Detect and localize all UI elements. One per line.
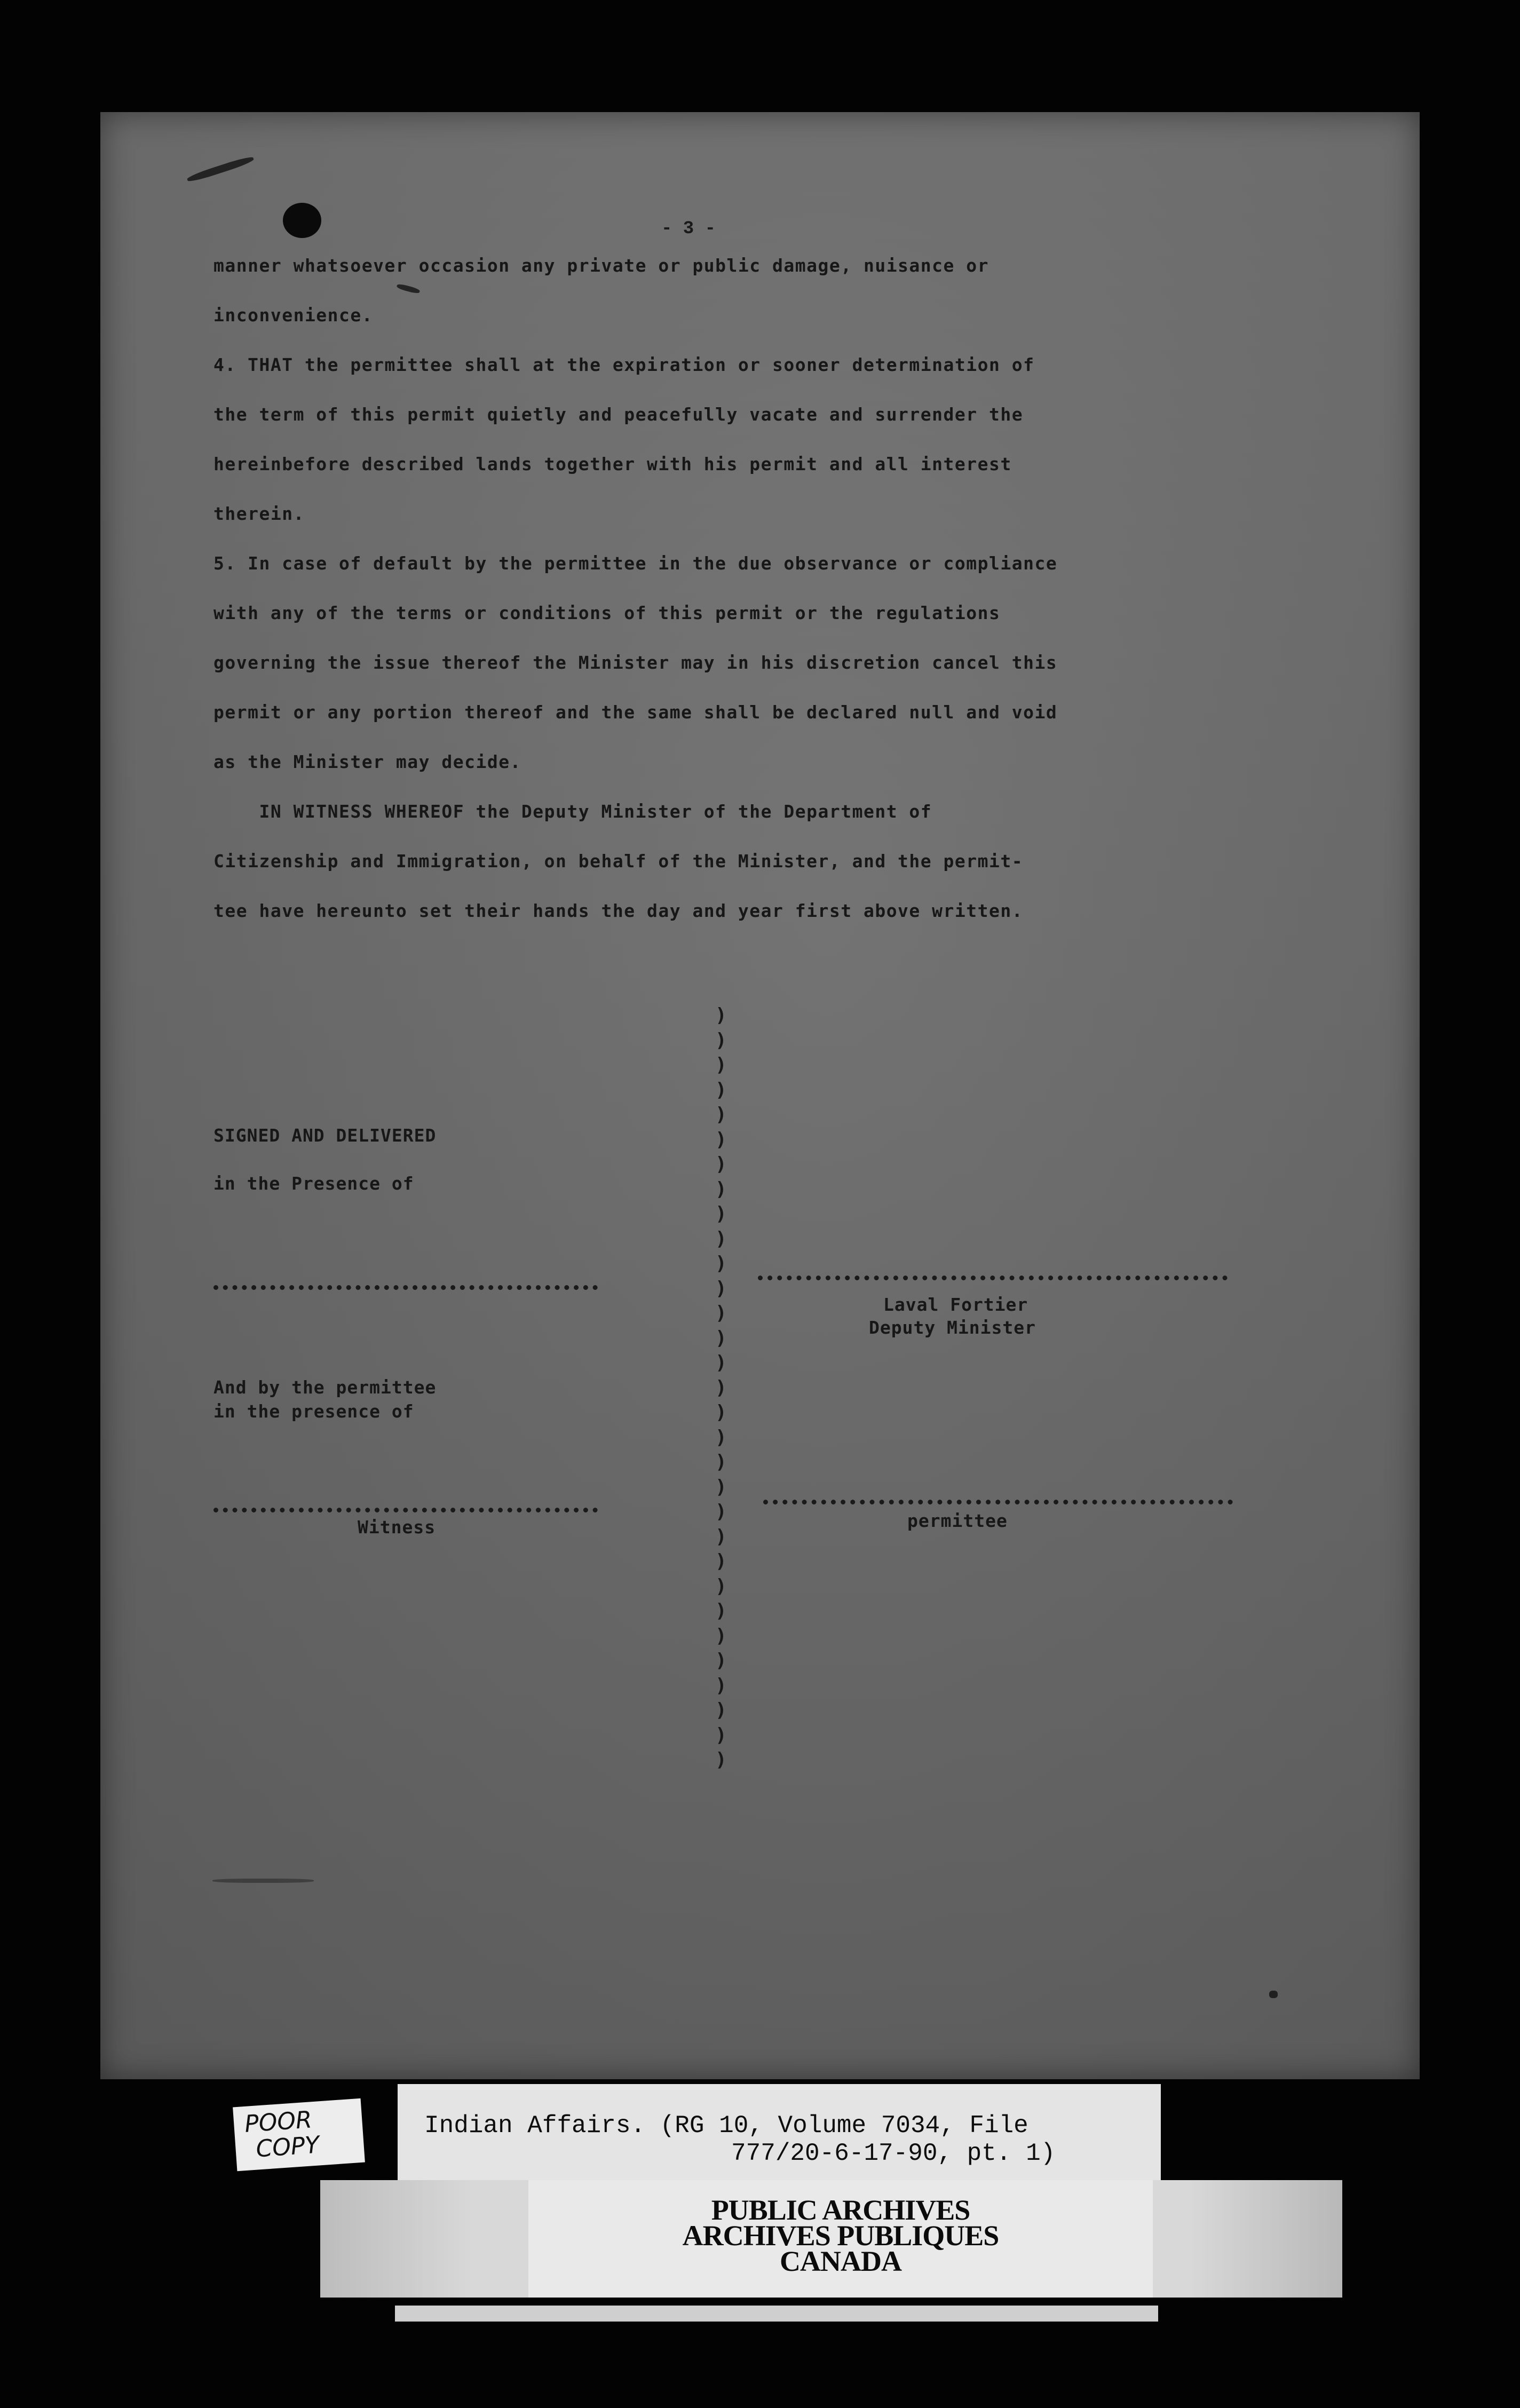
- bracket: ): [715, 1451, 727, 1473]
- body-line: 5. In case of default by the permittee in the due observance or compliance: [213, 553, 1058, 574]
- bracket: ): [715, 1203, 727, 1225]
- bracket: ): [715, 1749, 727, 1771]
- bracket: ): [715, 1476, 727, 1498]
- bracket: ): [715, 1625, 727, 1647]
- bracket: ): [715, 1302, 727, 1324]
- witness-signature-line: [213, 1285, 598, 1290]
- body-line: inconvenience.: [213, 305, 374, 326]
- permittee-witness-label-1: And by the permittee: [213, 1377, 437, 1398]
- signed-delivered-label: SIGNED AND DELIVERED: [213, 1125, 437, 1146]
- bracket: ): [715, 1426, 727, 1448]
- document-body: [213, 255, 1228, 950]
- body-line: the term of this permit quietly and peacefully vacate and surrender the: [213, 404, 1024, 425]
- body-line: tee have hereunto set their hands the day and year first above written.: [213, 900, 1024, 921]
- bracket-column: [715, 1003, 737, 1773]
- body-line: therein.: [213, 503, 305, 524]
- stamp-line: PUBLIC ARCHIVES: [711, 2194, 970, 2226]
- bracket: ): [715, 1600, 727, 1622]
- body-line: hereinbefore described lands together with his permit and all interest: [213, 454, 1012, 474]
- body-line: manner whatsoever occasion any private or public damage, nuisance or: [213, 255, 989, 276]
- body-line: 4. THAT the permittee shall at the expiration or sooner determination of: [213, 354, 1035, 375]
- bracket: ): [715, 1401, 727, 1423]
- bracket: ): [715, 1029, 727, 1051]
- bracket: ): [715, 1104, 727, 1126]
- body-line: governing the issue thereof the Minister may in his discretion cancel this: [213, 652, 1058, 673]
- bracket: ): [715, 1178, 727, 1200]
- permittee-signature-line: [763, 1500, 1233, 1504]
- stamp-line: ARCHIVES PUBLIQUES: [682, 2220, 999, 2252]
- bracket: ): [715, 1352, 727, 1374]
- bracket: ): [715, 1376, 727, 1399]
- bracket: ): [715, 1674, 727, 1697]
- body-line: permit or any portion thereof and the same shall be declared null and void: [213, 702, 1058, 723]
- bracket: ): [715, 1227, 727, 1250]
- bracket: ): [715, 1724, 727, 1746]
- bracket: ): [715, 1550, 727, 1572]
- bracket: ): [715, 1575, 727, 1597]
- poor-copy-line: POOR: [243, 2106, 313, 2138]
- permittee-label: permittee: [907, 1510, 1008, 1531]
- ink-smudge: [1269, 1991, 1278, 1998]
- reference-line: Indian Affairs. (RG 10, Volume 7034, File: [424, 2112, 1028, 2140]
- stamp-line: CANADA: [780, 2245, 901, 2277]
- official-title: Deputy Minister: [869, 1317, 1036, 1338]
- bracket: ): [715, 1153, 727, 1175]
- body-line: IN WITNESS WHEREOF the Deputy Minister of the Department of: [213, 801, 932, 822]
- body-line: as the Minister may decide.: [213, 751, 521, 772]
- punch-hole: [283, 203, 321, 238]
- bracket: ): [715, 1079, 727, 1101]
- page-number: - 3 -: [661, 219, 716, 239]
- bracket: ): [715, 1327, 727, 1349]
- body-line: Citizenship and Immigration, on behalf of the Minister, and the permit-: [213, 851, 1024, 872]
- archive-reference-label: [398, 2084, 1161, 2183]
- deputy-minister-signature-line: [758, 1276, 1228, 1280]
- bracket: ): [715, 1525, 727, 1548]
- reference-line: 777/20-6-17-90, pt. 1): [731, 2140, 1056, 2167]
- in-presence-label: in the Presence of: [213, 1173, 414, 1194]
- bracket: ): [715, 1277, 727, 1300]
- bracket: ): [715, 1699, 727, 1721]
- bracket: ): [715, 1054, 727, 1076]
- public-archives-stamp: [528, 2180, 1153, 2298]
- permittee-witness-label-2: in the presence of: [213, 1401, 414, 1422]
- ink-smudge: [212, 1879, 314, 1883]
- ink-smudge: [186, 155, 255, 183]
- signature-block: [213, 1003, 1228, 1771]
- official-name: Laval Fortier: [883, 1294, 1028, 1315]
- bottom-strip: [395, 2306, 1158, 2322]
- bracket: ): [715, 1501, 727, 1523]
- witness-label: Witness: [358, 1517, 436, 1538]
- body-line: with any of the terms or conditions of this permit or the regulations: [213, 603, 1001, 623]
- poor-copy-tag: [233, 2098, 365, 2171]
- poor-copy-line: COPY: [255, 2131, 320, 2163]
- bracket: ): [715, 1253, 727, 1274]
- bracket: ): [715, 1128, 727, 1151]
- bracket: ): [715, 1004, 727, 1026]
- bracket: ): [715, 1650, 727, 1672]
- permittee-witness-signature-line: [213, 1508, 598, 1512]
